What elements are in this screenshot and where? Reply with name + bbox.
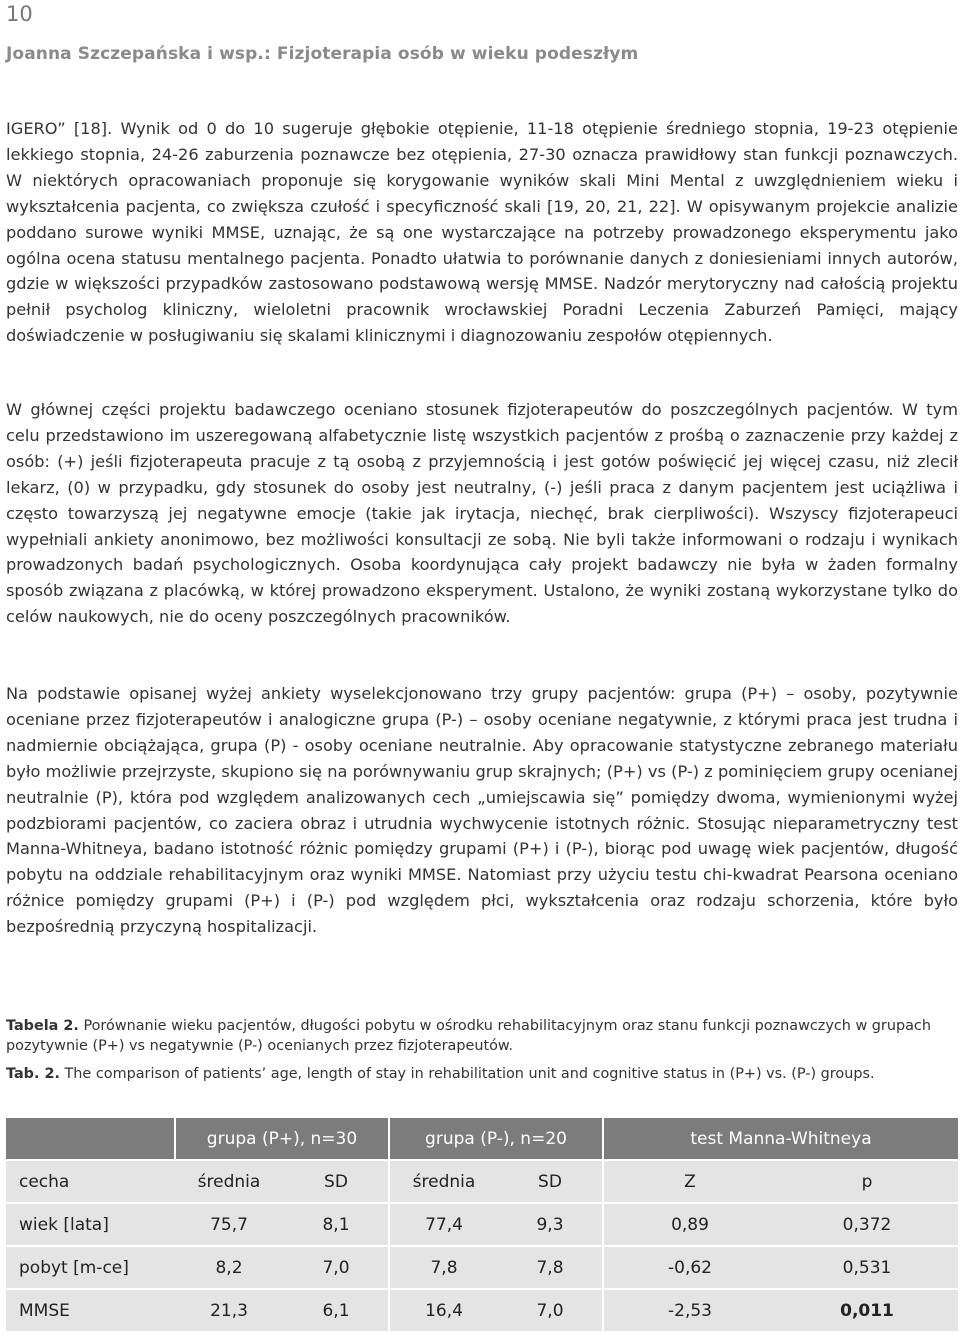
table-cell: Z (602, 1161, 776, 1204)
table-cell: SD (498, 1161, 602, 1204)
table-row (6, 1290, 958, 1333)
caption-text-english: The comparison of patients’ age, length of stay in rehabilitation unit and cognitive status in (P+) vs. (P-) groups. (59, 1066, 875, 1082)
table-cell: średnia (174, 1161, 284, 1204)
table-caption-english (6, 1064, 958, 1084)
paragraph-2: W głównej części projektu badawczego oceniano stosunek fizjoterapeutów do poszczególnych pacjentów. W tym celu przedstawiono im uszeregowaną alfabetycznie listę wszystkich pacjentów z prośbą o zaznaczenie przy każdej z osób: (+) jeśli fizjoterapeuta pracuje z tą osobą z przyjemnością i jest gotów poświęcić jej więcej czasu, niż zlecił lekarz, (0) w przypadku, gdy stosunek do osoby jest neutralny, (-) jeśli praca z danym pacjentem jest uciążliwa i często towarzyszą jej negatywne emocje (takie jak irytacja, niechęć, brak cierpliwości). Wszyscy fizjoterapeuci wypełniali ankiety anonimowo, bez możliwości konsultacji ze sobą. Nie byli także informowani o rodzaju i wynikach prowadzonych badań psychologicznych. Osoba koordynująca cały projekt badawczy nie była w żaden formalny sposób związana z placówką, w której prowadzono eksperyment. Ustalono, że wyniki zostaną wykorzystane tylko do celów naukowych, nie do oceny poszczególnych pracowników. (6, 400, 958, 627)
paragraph-1: IGERO” [18]. Wynik od 0 do 10 sugeruje głębokie otępienie, 11-18 otępienie średniego stopnia, 19-23 otępienie lekkiego stopnia, 24-26 zaburzenia poznawcze bez otępienia, 27-30 oznacza prawidłowy stan funkcji poznawczych. W niektórych opracowaniach proponuje się korygowanie wyników skali Mini Mental z uwzględnieniem wieku i wykształcenia pacjenta, co zwiększa czułość i specyficzność skali [19, 20, 21, 22]. W opisywanym projekcie analizie poddano surowe wyniki MMSE, uznając, że są one wystarczające na potrzeby prowadzonego eksperymentu jako ogólna ocena statusu mentalnego pacjenta. Ponadto ułatwia to porównanie danych z doniesieniami innych autorów, gdzie w większości przypadków zastosowano podstawową wersję MMSE. Nadzór merytoryczny nad całością projektu pełnił psycholog kliniczny, wieloletni pracownik wrocławskiej Poradni Leczenia Zaburzeń Pamięci, mający doświadczenie w posługiwaniu się skalami klinicznymi i diagnozowaniu zespołów otępiennych. (6, 119, 958, 346)
table-cell: 0,89 (602, 1204, 776, 1247)
running-header: Joanna Szczepańska i wsp.: Fizjoterapia osób w wieku podeszłym (6, 44, 639, 64)
table-cell: 7,0 (284, 1247, 388, 1290)
table-cell: średnia (388, 1161, 498, 1204)
significant-p-value: 0,011 (776, 1290, 958, 1333)
table-cell: 7,8 (388, 1247, 498, 1290)
table-cell: 0,372 (776, 1204, 958, 1247)
table-cell: -0,62 (602, 1247, 776, 1290)
table-cell: 21,3 (174, 1290, 284, 1333)
table-cell: 8,1 (284, 1204, 388, 1247)
table-cell: p (776, 1161, 958, 1204)
header-blank-cell (6, 1118, 174, 1161)
page-number: 10 (6, 2, 33, 26)
table-group-header-row (6, 1118, 958, 1161)
table-cell: 7,8 (498, 1247, 602, 1290)
table-subheader-row (6, 1161, 958, 1204)
header-group-negative: grupa (P-), n=20 (388, 1118, 602, 1161)
paragraph-3: Na podstawie opisanej wyżej ankiety wyselekcjonowano trzy grupy pacjentów: grupa (P+) – osoby, pozytywnie oceniane przez fizjoterapeutów i analogiczne grupa (P-) – osoby oceniane negatywnie, z którymi praca jest trudna i nadmiernie obciążająca, grupa (P) - osoby oceniane neutralnie. Aby opracowanie statystyczne zebranego materiału było możliwie przejrzyste, skupiono się na porównywaniu grup skrajnych; (P+) vs (P-) z pominięciem grupy ocenianej neutralnie (P), która pod względem analizowanych cech „umiejscawia się” pomiędzy dwoma, wymienionymi wyżej podzbiorami pacjentów, co zaciera obraz i utrudnia wychwycenie istotnych różnic. Stosując nieparametryczny test Manna-Whitneya, badano istotność różnic pomiędzy grupami (P+) i (P-), biorąc pod uwagę wiek pacjentów, długość pobytu na oddziale rehabilitacyjnym oraz wyniki MMSE. Natomiast przy użyciu testu chi-kwadrat Pearsona oceniano różnice pomiędzy grupami (P+) i (P-) pod względem płci, wykształcenia oraz rodzaju schorzenia, które było bezpośrednią przyczyną hospitalizacji. (6, 684, 958, 937)
caption-label-english: Tab. 2. (6, 1066, 60, 1082)
table-cell: 75,7 (174, 1204, 284, 1247)
table-cell: 6,1 (284, 1290, 388, 1333)
table-cell: 9,3 (498, 1204, 602, 1247)
table-cell: -2,53 (602, 1290, 776, 1333)
table-cell: MMSE (6, 1290, 174, 1333)
caption-label-polish: Tabela 2. (6, 1018, 79, 1034)
table-cell: wiek [lata] (6, 1204, 174, 1247)
table-cell: 0,531 (776, 1247, 958, 1290)
header-group-positive: grupa (P+), n=30 (174, 1118, 388, 1161)
table-cell: SD (284, 1161, 388, 1204)
table-row (6, 1247, 958, 1290)
table-cell: 16,4 (388, 1290, 498, 1333)
table-cell: 77,4 (388, 1204, 498, 1247)
caption-text-polish: Porównanie wieku pacjentów, długości pobytu w ośrodku rehabilitacyjnym oraz stanu funkcji poznawczych w grupach pozytywnie (P+) vs negatywnie (P-) ocenianych przez fizjoterapeutów. (6, 1018, 931, 1055)
comparison-table (6, 1118, 958, 1333)
table-cell: 7,0 (498, 1290, 602, 1333)
header-mann-whitney-test: test Manna-Whitneya (602, 1118, 958, 1161)
table-cell: 8,2 (174, 1247, 284, 1290)
table-cell: pobyt [m-ce] (6, 1247, 174, 1290)
table-row (6, 1204, 958, 1247)
table-caption-polish (6, 1016, 958, 1057)
table-cell: cecha (6, 1161, 174, 1204)
